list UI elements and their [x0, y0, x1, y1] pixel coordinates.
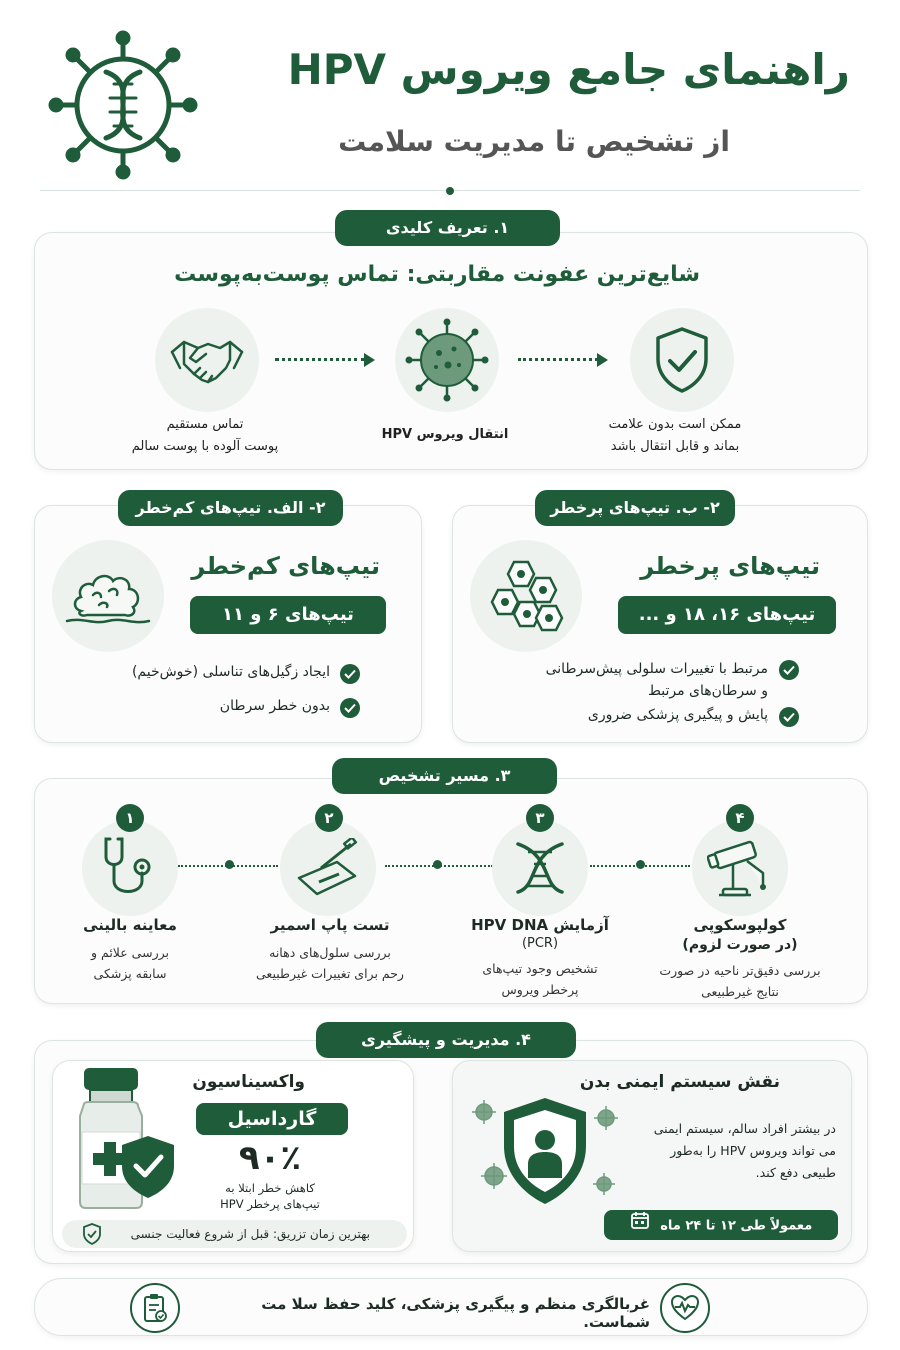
step3-sub: (PCR) — [521, 936, 559, 951]
check-icon — [779, 660, 799, 680]
check-icon — [779, 707, 799, 727]
connector-dot — [636, 860, 645, 869]
section2b-bullet: پایش و پیگیری پزشکی ضروری — [587, 707, 768, 723]
desc-line: بررسی علائم و — [90, 945, 169, 960]
desc-line: کاهش خطر ابتلا به — [225, 1181, 315, 1195]
immune-title: نقش سیستم ایمنی بدن — [579, 1072, 780, 1092]
bullet-line: مرتبط با تغییرات سلولی پیش‌سرطانی — [545, 661, 768, 677]
step2-title: تست پاپ اسمیر — [270, 916, 390, 934]
step3-circle — [492, 820, 588, 916]
desc-line: تیپ‌های پرخطر HPV — [220, 1197, 320, 1211]
step4-sub: (در صورت لزوم) — [682, 937, 798, 953]
vaccine-vial-icon — [70, 1066, 180, 1212]
immune-shield-icon — [468, 1092, 618, 1210]
connector-dot — [433, 860, 442, 869]
step-handshake-caption — [110, 414, 300, 458]
section2b-types: تیپ‌های ۱۶، ۱۸ و ... — [618, 596, 836, 634]
dna-icon — [508, 836, 572, 900]
desc-line: سابقه پزشکی — [93, 966, 167, 981]
step4-circle — [692, 820, 788, 916]
step-virus-caption — [350, 424, 540, 446]
immune-desc — [612, 1118, 836, 1184]
step-number: ۳ — [526, 804, 554, 832]
step-number: ۲ — [315, 804, 343, 832]
desc-line: می تواند ویروس HPV را به‌طور — [670, 1143, 836, 1158]
caption-line: تماس مستقیم — [166, 417, 244, 432]
step-virus — [395, 308, 499, 412]
colposcope-icon — [707, 833, 773, 903]
immune-illustration — [468, 1092, 618, 1210]
section3-label: ۳. مسیر تشخیص — [332, 758, 557, 794]
step3-title: آزمایش HPV DNA — [471, 916, 609, 934]
section2b-label: ۲- ب. تیپ‌های پرخطر — [535, 490, 735, 526]
connector — [518, 358, 598, 361]
desc-line: بررسی سلول‌های دهانه — [269, 945, 391, 960]
step-number: ۴ — [726, 804, 754, 832]
immune-time-text: معمولاً طی ۱۲ تا ۲۴ ماه — [660, 1218, 813, 1234]
section2a-types: تیپ‌های ۶ و ۱۱ — [190, 596, 386, 634]
cells-circle — [470, 540, 582, 652]
cells-icon — [484, 556, 568, 636]
step1-circle — [82, 820, 178, 916]
desc-line: در بیشتر افراد سالم، سیستم ایمنی — [653, 1121, 836, 1136]
section1-headline: شایع‌ترین عفونت مقاربتی: تماس پوست‌به‌پوست — [174, 262, 700, 287]
check-icon — [340, 698, 360, 718]
section2a-bullet: بدون خطر سرطان — [219, 698, 330, 714]
clipboard-check-icon — [130, 1283, 180, 1333]
step1-desc — [55, 942, 205, 984]
wart-circle — [52, 540, 164, 652]
shield-check-icon — [652, 325, 712, 395]
vaccine-title: واکسیناسیون — [192, 1072, 305, 1092]
bullet-line: و سرطان‌های مرتبط — [647, 683, 768, 699]
step4-desc — [640, 960, 840, 1002]
desc-line: تشخیص وجود تیپ‌های — [482, 961, 598, 976]
section2a-bullet: ایجاد زگیل‌های تناسلی (خوش‌خیم) — [131, 664, 330, 680]
check-icon — [340, 664, 360, 684]
calendar-icon — [630, 1210, 650, 1242]
page-subtitle: از تشخیص تا مدیریت سلامت — [338, 125, 730, 158]
wart-icon — [63, 561, 153, 631]
desc-line: طبیعی دفع کند. — [755, 1165, 836, 1180]
header-logo — [48, 30, 198, 180]
section2a-title: تیپ‌های کم‌خطر — [191, 552, 380, 580]
vaccine-desc — [190, 1180, 350, 1212]
desc-line: پرخطر ویروس — [501, 982, 579, 997]
arrow-icon — [597, 353, 608, 367]
step1-title: معاینه بالینی — [83, 916, 177, 934]
step-number: ۱ — [116, 804, 144, 832]
section4-label: ۴. مدیریت و پیشگیری — [316, 1022, 576, 1058]
vaccine-illustration — [70, 1066, 180, 1212]
step-handshake — [155, 308, 259, 412]
vaccine-timing: بهترین زمان تزریق: قبل از شروع فعالیت جنسی — [130, 1227, 370, 1241]
step4-title: کولپوسکوپی — [693, 916, 787, 934]
step3-desc — [450, 958, 630, 1000]
caption-line: بماند و قابل انتقال باشد — [610, 439, 740, 454]
step2-circle — [280, 820, 376, 916]
section2a-label: ۲- الف. تیپ‌های کم‌خطر — [118, 490, 343, 526]
section2b-title: تیپ‌های پرخطر — [640, 552, 820, 580]
caption-line: پوست آلوده با پوست سالم — [131, 439, 279, 454]
immune-time — [604, 1210, 838, 1240]
stethoscope-icon — [98, 833, 162, 903]
caption-line: ممکن است بدون علامت — [608, 417, 742, 432]
virus-icon — [404, 317, 490, 403]
heart-pulse-icon — [660, 1283, 710, 1333]
small-shield-icon — [82, 1223, 102, 1249]
arrow-icon — [364, 353, 375, 367]
desc-line: بررسی دقیق‌تر ناحیه در صورت — [659, 963, 821, 978]
section2b-bullet — [500, 658, 768, 702]
step2-desc — [240, 942, 420, 984]
page-title: راهنمای جامع ویروس HPV — [287, 45, 850, 94]
connector-dot — [225, 860, 234, 869]
pap-smear-icon — [293, 838, 363, 898]
desc-line: رحم برای تغییرات غیرطبیعی — [256, 966, 404, 981]
connector — [275, 358, 365, 361]
divider-dot — [446, 187, 454, 195]
handshake-icon — [170, 330, 244, 390]
vaccine-name: گارداسیل — [196, 1103, 348, 1135]
caption-line: انتقال ویروس HPV — [381, 427, 509, 442]
step-shield — [630, 308, 734, 412]
desc-line: نتایج غیرطبیعی — [701, 984, 779, 999]
section1-label: ۱. تعریف کلیدی — [335, 210, 560, 246]
footer-text: غربالگری منظم و پیگیری پزشکی، کلید حفظ سلا مت شماست. — [261, 1295, 650, 1331]
step-shield-caption — [580, 414, 770, 458]
virus-dna-icon — [48, 30, 198, 180]
vaccine-percent: ۹۰٪ — [238, 1138, 302, 1178]
